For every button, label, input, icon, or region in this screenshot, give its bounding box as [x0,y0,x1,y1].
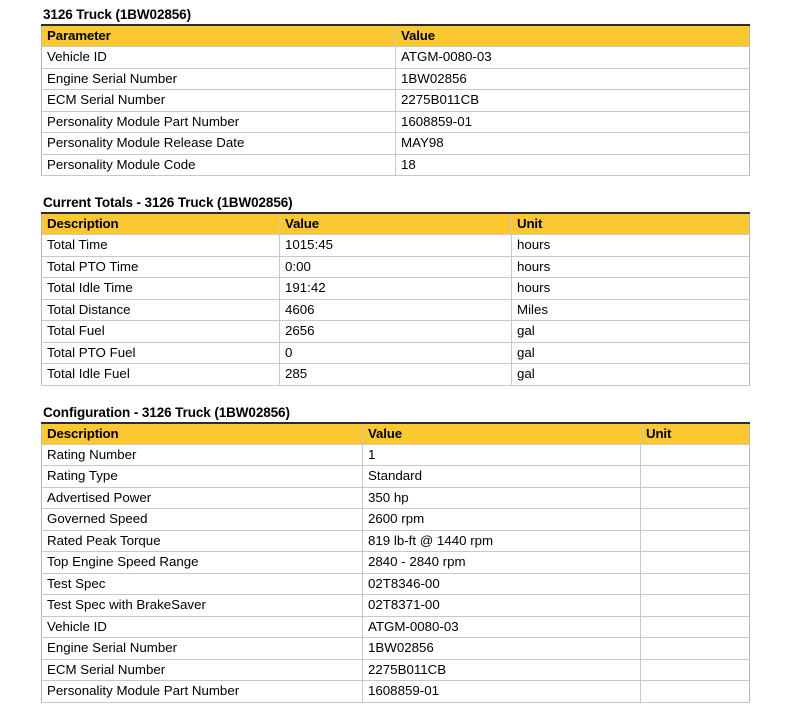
column-header-value: Value [280,213,512,235]
section-engine-identification [41,6,748,176]
column-header-description: Description [42,213,280,235]
table-header-row [42,213,750,235]
column-header-parameter: Parameter [42,25,396,47]
table-row [42,68,750,90]
row-label: Top Engine Speed Range [42,552,363,574]
row-value: 1 [363,444,641,466]
section-configuration [41,404,748,703]
column-header-value: Value [396,25,750,47]
row-label: Rated Peak Torque [42,530,363,552]
row-value: 350 hp [363,487,641,509]
row-unit [641,681,750,703]
table-row [42,552,750,574]
row-value: 02T8346-00 [363,573,641,595]
row-label: Total Idle Time [42,278,280,300]
table-row [42,90,750,112]
row-value: 1BW02856 [363,638,641,660]
section-title: 3126 Truck (1BW02856) [43,7,191,22]
table-row [42,466,750,488]
table-row [42,154,750,176]
row-unit: hours [512,235,750,257]
row-unit [641,638,750,660]
table-row [42,487,750,509]
row-unit [641,466,750,488]
row-value: 191:42 [280,278,512,300]
row-label: Rating Type [42,466,363,488]
row-label: Test Spec with BrakeSaver [42,595,363,617]
section-title: Current Totals - 3126 Truck (1BW02856) [43,195,293,210]
row-unit [641,552,750,574]
row-unit: gal [512,342,750,364]
row-label: ECM Serial Number [42,659,363,681]
column-header-description: Description [42,423,363,445]
row-label: Rating Number [42,444,363,466]
row-value: 1015:45 [280,235,512,257]
current-totals-table [41,212,750,386]
row-label: Total Fuel [42,321,280,343]
row-label: Total Idle Fuel [42,364,280,386]
row-value: 2275B011CB [396,90,750,112]
row-label: Advertised Power [42,487,363,509]
table-row [42,235,750,257]
row-value: 285 [280,364,512,386]
row-value: Standard [363,466,641,488]
row-label: Personality Module Part Number [42,681,363,703]
row-unit: hours [512,256,750,278]
table-row [42,681,750,703]
table-row [42,278,750,300]
row-value: MAY98 [396,133,750,155]
row-unit: hours [512,278,750,300]
row-unit [641,530,750,552]
section-current-totals [41,194,748,386]
column-header-value: Value [363,423,641,445]
row-value: 1608859-01 [396,111,750,133]
row-value: 2656 [280,321,512,343]
table-row [42,299,750,321]
row-value: ATGM-0080-03 [396,47,750,69]
table-row [42,509,750,531]
row-label: Vehicle ID [42,616,363,638]
table-row [42,364,750,386]
table-row [42,659,750,681]
table-row [42,530,750,552]
table-row [42,133,750,155]
row-unit [641,573,750,595]
table-row [42,47,750,69]
engine-identification-table [41,24,750,176]
row-value: 0:00 [280,256,512,278]
row-label: Test Spec [42,573,363,595]
row-value: 1608859-01 [363,681,641,703]
row-label: Governed Speed [42,509,363,531]
row-label: Engine Serial Number [42,68,396,90]
row-unit [641,509,750,531]
table-row [42,638,750,660]
row-unit [641,444,750,466]
column-header-unit: Unit [641,423,750,445]
row-value: 819 lb-ft @ 1440 rpm [363,530,641,552]
row-value: 2600 rpm [363,509,641,531]
row-value: 02T8371-00 [363,595,641,617]
table-header-row [42,25,750,47]
row-label: Total PTO Fuel [42,342,280,364]
table-row [42,111,750,133]
column-header-unit: Unit [512,213,750,235]
table-row [42,444,750,466]
row-label: Vehicle ID [42,47,396,69]
configuration-table [41,422,750,703]
row-label: Personality Module Release Date [42,133,396,155]
row-value: ATGM-0080-03 [363,616,641,638]
row-value: 18 [396,154,750,176]
row-label: Total PTO Time [42,256,280,278]
row-unit [641,487,750,509]
row-label: Total Distance [42,299,280,321]
table-row [42,595,750,617]
row-label: Engine Serial Number [42,638,363,660]
row-unit [641,595,750,617]
row-value: 1BW02856 [396,68,750,90]
row-unit: Miles [512,299,750,321]
row-label: Personality Module Code [42,154,396,176]
row-value: 4606 [280,299,512,321]
row-label: Personality Module Part Number [42,111,396,133]
row-label: ECM Serial Number [42,90,396,112]
table-header-row [42,423,750,445]
section-title: Configuration - 3126 Truck (1BW02856) [43,404,290,420]
table-row [42,256,750,278]
table-row [42,321,750,343]
row-label: Total Time [42,235,280,257]
table-row [42,573,750,595]
table-row [42,342,750,364]
row-value: 0 [280,342,512,364]
row-value: 2275B011CB [363,659,641,681]
row-unit [641,616,750,638]
row-unit [641,659,750,681]
row-value: 2840 - 2840 rpm [363,552,641,574]
row-unit: gal [512,364,750,386]
table-row [42,616,750,638]
row-unit: gal [512,321,750,343]
